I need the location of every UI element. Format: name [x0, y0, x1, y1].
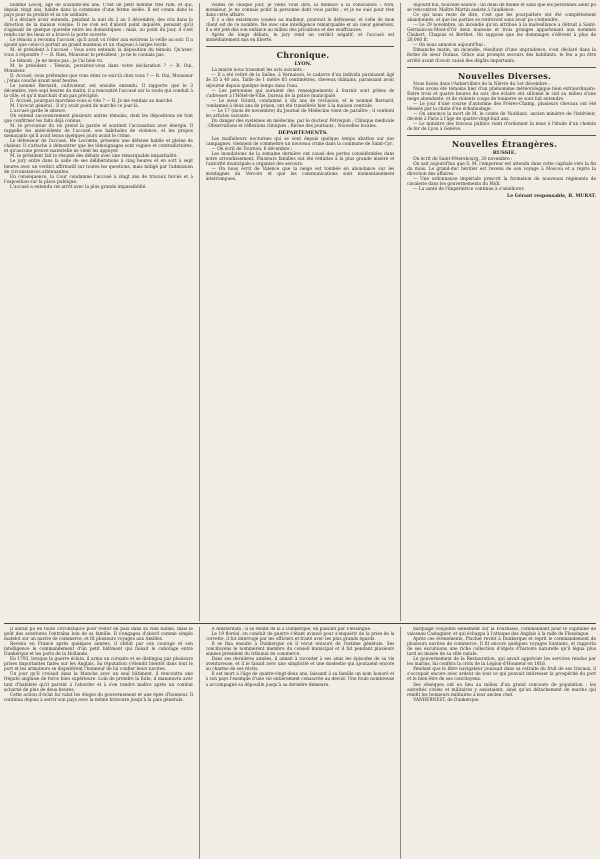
article-paragraph: Ce qui nous reste de dire, c'est que les pourparlers ont été complètement abandonnés, et que les parties se retireront sans avoir pu s'entendre. — [407, 13, 596, 24]
article-paragraph: L'accusé garde le silence. — [10, 108, 67, 114]
article-paragraph: Le nommé Bernard, cultivateur, est ensuite entendu. Il rapporte que le 3 décembre, vers sept heures du matin, il a rencontré l'accusé sur la route qui conduit à la ville, et qu'il marchait d'un pas précipité. — [4, 83, 193, 99]
article-paragraph: — Une ordonnance impériale prescrit la formation de nouveaux régiments de cavalerie dans les gouvernements du Midi. — [407, 177, 596, 188]
article-paragraph: Le jury entre dans la salle de ses délibérations à cinq heures et en sort à sept heures avec un verdict affirmatif sur toutes les questions, mais mitigé par l'admission de circonstances atténuantes. — [4, 159, 193, 175]
section-heading: Nouvelles Diverses. — [457, 70, 552, 81]
subheading: DÉPARTEMENTS. — [278, 129, 328, 136]
article-paragraph: Il se fixa ensuite à Dunkerque où il vécut entouré de l'estime générale. Ses concitoyens le nommèrent membre du conseil municipal et il fut pendant plusieurs années président du tribunal de commerce. — [205, 642, 395, 658]
section-heading: Chronique. — [276, 50, 330, 61]
signature: Le Gérant responsable, B. MURAT. — [507, 194, 596, 200]
article-paragraph: Après ces événements, Pluchet revint à Dunkerque et reprit le commandement de plusieurs navires de commerce. Il fit encore quelques voyages lointains, et rapporta de ses excursions une riche collection d'objets d'histoire naturelle qu'il légua plus tard au musée de sa ville natale. — [407, 637, 596, 658]
article-paragraph: — On annonce la mort de M. le comte de Vaublanc, ancien ministre de l'intérieur, décédé à Paris à l'âge de quatre-vingt-huit ans. — [407, 111, 596, 122]
article-paragraph: En conséquence, la Cour condamne l'accusé à vingt ans de travaux forcés et à l'exposition sur la place publique. — [4, 174, 193, 185]
article-paragraph: M. le président fait le résumé des débats avec une remarquable impartialité. — [10, 154, 178, 160]
article-paragraph: Aujourd'hui, nouvelle séance : un délai de même et sans que les personnes aient pu se rencontrer. Maître Martin assiste à l'audience. — [407, 3, 596, 14]
article-paragraph: Du danger des systèmes en médecine, par le docteur Pétrequin ; Clinique médicale ; Observations et réflexions cliniques ; Revue des journaux ; Nouvelles locales. — [205, 118, 395, 129]
article-paragraph: Nous avons été témoins hier d'un phénomène météorologique bien extraordinaire. Entre trois et quatre heures du soir, des éclairs ont sillonné le ciel au milieu d'une neige abondante, et de violents coups de tonnerre se sont fait entendre. — [407, 86, 596, 102]
section-divider — [4, 623, 596, 624]
article-paragraph: Il a déclaré avoir entendu, pendant la nuit du 2 au 3 décembre, des cris dans la direction de la maison voisine. Il ne s'en est d'abord point inquiété, pensant qu'il s'agissait de quelque querelle entre les domestiques ; mais, au point du jour, il s'est rendu sur les lieux et a trouvé la porte ouverte. — [4, 18, 193, 39]
article-paragraph: — Il a été retiré de la Saône, à Vernaison, le cadavre d'un individu paraissant âgé de 35 à 40 ans. Taille de 1 mètre 65 centimètres, cheveux châtains, paraissant avoir séjourné depuis quelque temps dans l'eau. — [205, 73, 395, 89]
article-paragraph: Le témoin : Je ne mens pas ; je l'ai bien vu. — [10, 58, 104, 64]
bottom-columns — [4, 627, 596, 859]
subheading: LYON. — [294, 61, 312, 68]
article-paragraph: — Le jour d'une course d'automne des Frères-Champ, plusieurs chevaux ont été blessés par la chute d'un échafaudage. — [407, 101, 596, 112]
article-paragraph: — Les personnes qui auraient des renseignements à fournir sont priées de s'adresser à l'Hôtel-de-Ville, bureau de la police municipale. — [205, 88, 395, 99]
article-paragraph: — On nous annonce aujourd'hui : — [413, 43, 486, 49]
article-paragraph: — Le ministre des travaux publics vient d'ordonner la mise à l'étude d'un chemin de fer de Lyon à Genève. — [407, 121, 596, 132]
column-rule — [199, 3, 200, 621]
article-paragraph: D. Accusé, vous prétendez que vous étiez ce soir-là chez vous ? — R. Oui, Monsieur ; j'étais couché avant neuf heures. — [4, 73, 193, 84]
article-paragraph: Le témoin a reconnu l'accusé, qu'il avait vu rôder aux environs la veille au soir. Il a ajouté que celui-ci portait un grand manteau et un chapeau à larges bords. — [4, 38, 193, 49]
article-paragraph: Il y a des existences vouées au malheur, poursuit le défenseur, et celle de mon client est de ce nombre. Né avec une intelligence remarquable et un cœur généreux, il a été jeté dès son enfance au milieu des privations et des souffrances. — [205, 18, 395, 34]
article-paragraph: — Le 17 (mois de novembre) du Journal de Médecine vient de paraître ; il contient les articles suivants : — [205, 108, 395, 119]
article-paragraph: A Amsterdam ; il se rendit de là à Dunkerque, en passant par Flessingue. — [211, 627, 372, 632]
column-rule — [400, 627, 401, 859]
article-paragraph: Dimanche matin, un incendie, résultant d'une imprudence, s'est déclaré dans la ferme du sieur Dumas. Grâce aux prompts secours des habitants, le feu a pu être arrêté avant d'avoir causé des dégâts importants. — [407, 48, 596, 64]
article-paragraph: — On nous écrit de Valence que la neige est tombée en abondance sur les montagnes du Vercors et que les communications sont momentanément interrompues. — [205, 167, 395, 183]
article-paragraph: narquage conjointe seulement sur la Fournaise, commandant pour le capitaine de vaisseau Castagnier, et qui échappa à l'attaque des Anglais à la rade de Flessingue. — [407, 627, 596, 638]
article-paragraph: Après de longs débats, le jury rend un verdict négatif, et l'accusé est immédiatement mis en liberté. — [205, 33, 395, 44]
article-paragraph: — La santé de l'impératrice continue à s'améliorer. — [413, 187, 525, 193]
heading-rule — [407, 135, 596, 136]
article-paragraph: On entend successivement plusieurs autres témoins, dont les dépositions ne font que confirmer les faits déjà connus. — [4, 114, 193, 125]
article-paragraph: Le gouvernement de la Restauration, qui savait apprécier les services rendus par les marins, lui conféra la croix de la Légion-d'Honneur en 1816. — [407, 657, 596, 668]
article-paragraph: Il aurait pu en toute circonstance pour rester en paix dans sa ville natale, mais le goût des aventures l'entraîna loin de sa famille. Il s'engagea d'abord comme simple matelot sur un navire de commerce, et fit plusieurs voyages aux Antilles. — [4, 627, 193, 643]
article-paragraph: On écrit de Saint-Pétersbourg, 20 novembre : — [413, 157, 513, 163]
article-paragraph: D. Accusé, pourquoi marchiez-vous si vite ? — R. Je me rendais au marché. — [10, 98, 174, 104]
article-paragraph: M. le procureur du roi prend la parole et soutient l'accusation avec énergie. Il rappelle les antécédents de l'accusé, ses habitudes de violence, et les propos menaçants qu'il avait tenus quelques jours avant le crime. — [4, 124, 193, 140]
heading-rule — [206, 46, 395, 47]
article-paragraph: Nous lisons dans l'Aubervillers de la Nièvre du 1er décembre : — [413, 81, 550, 87]
article-paragraph: M. le président à l'accusé : Vous avez entendu la déposition du témoin. Qu'avez-vous à répondre ? — R. Rien, Monsieur le président ; je ne le connais pas. — [4, 48, 193, 59]
article-paragraph: Ses obsèques ont eu lieu au milieu d'un grand concours de population ; les autorités civiles et militaires y assistaient, ainsi qu'un détachement de marins qui rendit les honneurs militaires à leur ancien chef. — [407, 682, 596, 698]
article-paragraph: Cette action d'éclat lui valut les éloges du gouvernement et une épée d'honneur. Il continua depuis à servir son pays avec la même bravoure jusqu'à la paix générale. — [4, 692, 193, 703]
heading-rule — [407, 67, 596, 68]
article-paragraph: Le 19 floréal, on conduit de guerre s'étant avancé pour s'enquérir de la prise de la corvette, il fut interrogé par les officiers et traité avec les plus grands égards. — [205, 632, 395, 643]
column-3 — [407, 3, 596, 621]
article-paragraph: — Le 29 novembre, un incendie qu'on attribue à la malveillance a détruit à Saint-Germain-au-Mont-d'Or deux maisons et trois granges appartenant aux nommés Chabert, Chapuis et Berthet. On suppose que les dommages s'élèvent à plus de 20,000 fr. — [407, 23, 596, 44]
section-heading: Nouvelles Étrangères. — [451, 139, 558, 150]
subheading: RUSSIE. — [492, 150, 517, 157]
column-2 — [206, 3, 395, 621]
bottom-column-2 — [206, 627, 395, 859]
column-1 — [4, 3, 193, 621]
article-paragraph: Les inondations de la semaine dernière ont causé des pertes considérables dans notre arrondissement. Plusieurs familles ont été réduites à la plus grande misère et l'autorité municipale a organisé des secours. — [205, 152, 395, 168]
column-rule — [199, 627, 200, 859]
article-paragraph: M. le président : Témoin, persistez-vous dans votre déclaration ? — R. Oui, Monsieur. — [4, 63, 193, 74]
bottom-column-3 — [407, 627, 596, 859]
article-paragraph: La mairie nous transmet les avis suivants : — [211, 68, 305, 74]
top-columns — [4, 3, 596, 621]
article-paragraph: — Le sieur Girard, condamné à dix ans de réclusion, et le nommé Bernard, condamné à deux ans de prison, ont été transférés hier à la maison centrale. — [205, 98, 395, 109]
article-paragraph: Il est mort à l'âge de quatre-vingt-deux ans, laissant à sa famille un nom honoré et à son pays l'exemple d'une vie entièrement consacrée au devoir. Une foule nombreuse a accompagné sa dépouille jusqu'à sa dernière demeure. — [205, 672, 395, 688]
article-paragraph: Un jour qu'il croisait dans la Manche avec un seul bâtiment, il rencontra une frégate anglaise de force bien supérieure. Loin de prendre la fuite, il manœuvra avec tant d'habileté qu'il parvint à l'aborder et à s'en rendre maître après un combat acharné de plus de deux heures. — [4, 672, 193, 693]
article-paragraph: On sait aujourd'hui que S. M. l'empereur est attendu dans cette capitale vers la fin du mois. Le grand-duc héritier est revenu de son voyage à Moscou et a repris la direction des affaires. — [407, 162, 596, 178]
article-paragraph: Le défenseur de l'accusé, Me Lecomte, présente une défense habile et pleine de chaleur. Il s'attache à démontrer que les témoignages sont vagues et contradictoires, et qu'aucune preuve matérielle ne vient les appuyer. — [4, 139, 193, 155]
article-paragraph: En 1793, lorsque la guerre éclata, il arma un corsaire et se distingua par plusieurs prises importantes faites sur les Anglais. Sa réputation s'étendit bientôt dans tout le port et les armateurs se disputèrent l'honneur de lui confier leurs navires. — [4, 657, 193, 673]
article-paragraph: VANDERNEST, de Dunkerque. — [413, 697, 480, 703]
article-paragraph: Les malfaiteurs nocturnes qui se sont depuis quelque temps abattus sur nos campagnes, viennent de commettre un nouveau crime dans la commune de Saint-Cyr. — [205, 136, 395, 147]
article-paragraph: M. l'avocat général : Il n'y avait point de marché ce jour-là. — [10, 103, 140, 109]
article-paragraph: — On écrit de Tournon, 6 décembre : — [211, 147, 293, 153]
article-paragraph: visites de chaque jour, je viens vous dire, la menace à la conscience : Non, monsieur, je ne connais point la personne dont vous parlez ; et je ne suis pour rien dans cette affaire. — [205, 3, 395, 19]
bottom-column-1 — [4, 627, 193, 859]
article-paragraph: Dans ses dernières années, il aimait à raconter à ses amis les épisodes de sa vie aventureuse, et il le faisait avec une simplicité et une modestie qui ajoutaient encore au charme de ses récits. — [205, 657, 395, 673]
article-paragraph: nommé Lecoq, âgé de soixante-dix ans. C'est un petit homme très ridé, et qui, depuis vingt ans, habite dans la commune d'une ferme isolée. Il est connu dans le pays pour sa probité et sa vie solitaire. — [4, 3, 193, 19]
article-paragraph: Revenu en France après quelques années, il obtint par son courage et son intelligence le commandement d'un petit bâtiment qui faisait le cabotage entre Dunkerque et les ports de la Hollande. — [4, 642, 193, 658]
article-paragraph: L'accusé a entendu cet arrêt avec la plus grande impassibilité. — [10, 184, 147, 190]
article-paragraph: Pendant que le libre navigateur jouissait dans sa retraite du fruit de ses travaux, il s'occupait encore avec ardeur de tout ce qui pouvait intéresser la prospérité du port et le bien-être de ses concitoyens. — [407, 667, 596, 683]
column-rule — [400, 3, 401, 621]
